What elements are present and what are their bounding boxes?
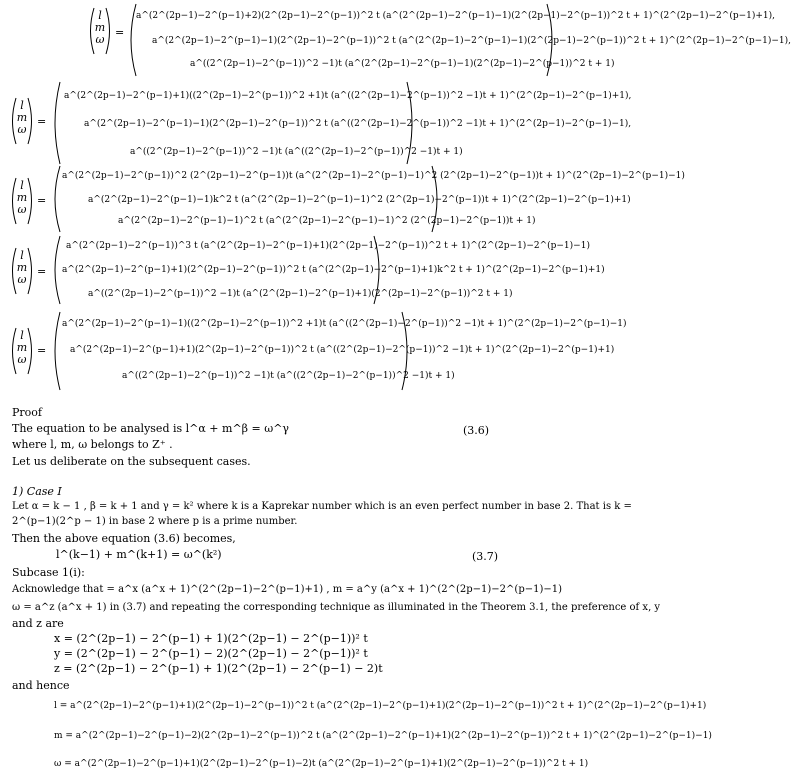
block-2-row-1: a^(2^(2p−1)−2^(p−1)+1)((2^(2p−1)−2^(p−1))^2 +1)t (a^((2^(2p−1)−2^(p−1))^2 −1)t + 1)^(2^(2p−1)−2^(p−1)+1), [64, 91, 632, 101]
case-line-2: 2^(p−1)(2^p − 1) in base 2 where p is a prime number. [12, 516, 298, 527]
equals-sign: = [37, 265, 47, 278]
lhs-vector-5: l m ω [16, 329, 28, 366]
block-3-row-1: a^(2^(2p−1)−2^(p−1))^2 (2^(2p−1)−2^(p−1))t (a^(2^(2p−1)−2^(p−1)−1)^2 (2^(2p−1)−2^(p−1))t + 1)^(2^(2p−1)−2^(p−1)−1) [62, 171, 685, 181]
lhs-vector-1: l m ω [94, 9, 106, 46]
right-paren-large [405, 80, 417, 166]
omega-line: ω = a^z (a^x + 1) in (3.7) and repeating the corresponding technique as illuminated in the Theorem 3.1, the preference of x, y [12, 602, 661, 613]
equals-sign: = [37, 344, 47, 357]
equals-sign: = [37, 115, 47, 128]
then-line: Then the above equation (3.6) becomes, [12, 532, 236, 545]
equation-intro: The equation to be analysed is l^α + m^β = ω^γ [12, 422, 289, 435]
right-paren-large [430, 164, 442, 234]
where-line: where l, m, ω belongs to Z⁺ . [12, 438, 173, 451]
lhs-vector-3: l m ω [16, 179, 28, 216]
lhs-vector-2: l m ω [16, 99, 28, 136]
block-4-row-1: a^(2^(2p−1)−2^(p−1))^3 t (a^(2^(2p−1)−2^(p−1)+1)(2^(2p−1)−2^(p−1))^2 t + 1)^(2^(2p−1)−2^(p−1)−1) [66, 241, 590, 251]
m-final-equation: m = a^(2^(2p−1)−2^(p−1)−2)(2^(2p−1)−2^(p−1))^2 t (a^(2^(2p−1)−2^(p−1)+1)(2^(2p−1)−2^(p−1))^2 t + 1)^(2^(2p−1)−2^(p−1)−1) [54, 731, 712, 741]
left-paren-large [50, 164, 62, 234]
left-paren-large [50, 80, 62, 166]
right-paren-large [372, 234, 384, 306]
subcase-label: Subcase 1(i): [12, 566, 85, 579]
case-heading: 1) Case I [12, 485, 62, 498]
equals-sign: = [115, 26, 125, 39]
block-3-row-2: a^(2^(2p−1)−2^(p−1)−1)k^2 t (a^(2^(2p−1)−2^(p−1)−1)^2 (2^(2p−1)−2^(p−1))t + 1)^(2^(2p−1)−2^(p−1)+1) [88, 195, 631, 205]
and-z-line: and z are [12, 617, 64, 630]
right-paren-small [26, 96, 36, 146]
right-paren-small [104, 6, 114, 56]
block-5-row-3: a^((2^(2p−1)−2^(p−1))^2 −1)t (a^((2^(2p−1)−2^(p−1))^2 −1)t + 1) [122, 371, 455, 381]
right-paren-large [545, 2, 557, 78]
block-5-row-1: a^(2^(2p−1)−2^(p−1)−1)((2^(2p−1)−2^(p−1))^2 +1)t (a^((2^(2p−1)−2^(p−1))^2 −1)t + 1)^(2^(2p−1)−2^(p−1)−1) [62, 319, 627, 329]
block-1-row-1: a^(2^(2p−1)−2^(p−1)+2)(2^(2p−1)−2^(p−1))^2 t (a^(2^(2p−1)−2^(p−1)−1)(2^(2p−1)−2^(p−1))^2 t + 1)^(2^(2p−1)−2^(p−1)+1), [136, 11, 776, 21]
right-paren-small [26, 246, 36, 296]
block-1-row-2: a^(2^(2p−1)−2^(p−1)−1)(2^(2p−1)−2^(p−1))^2 t (a^(2^(2p−1)−2^(p−1)−1)(2^(2p−1)−2^(p−1))^2 t + 1)^(2^(2p−1)−2^(p−1)−1), [152, 36, 791, 46]
acknowledge-line: Acknowledge that = a^x (a^x + 1)^(2^(2p−1)−2^(p−1)+1) , m = a^y (a^x + 1)^(2^(2p−1)−2^(p−1)−1) [12, 584, 563, 595]
block-3-row-3: a^(2^(2p−1)−2^(p−1)−1)^2 t (a^(2^(2p−1)−2^(p−1)−1)^2 (2^(2p−1)−2^(p−1))t + 1) [118, 216, 536, 226]
block-2-row-2: a^(2^(2p−1)−2^(p−1)−1)(2^(2p−1)−2^(p−1))^2 t (a^((2^(2p−1)−2^(p−1))^2 −1)t + 1)^(2^(2p−1)−2^(p−1)−1), [84, 119, 632, 129]
equation-37: l^(k−1) + m^(k+1) = ω^(k²) [56, 548, 222, 561]
block-4-row-3: a^((2^(2p−1)−2^(p−1))^2 −1)t (a^(2^(2p−1)−2^(p−1)+1)(2^(2p−1)−2^(p−1))^2 t + 1) [88, 289, 513, 299]
right-paren-small [26, 326, 36, 376]
omega-final-equation: ω = a^(2^(2p−1)−2^(p−1)+1)(2^(2p−1)−2^(p−1)−2)t (a^(2^(2p−1)−2^(p−1)+1)(2^(2p−1)−2^(p−1))^2 t + 1) [54, 759, 589, 769]
right-paren-small [26, 176, 36, 226]
l-final-equation: l = a^(2^(2p−1)−2^(p−1)+1)(2^(2p−1)−2^(p−1))^2 t (a^(2^(2p−1)−2^(p−1)+1)(2^(2p−1)−2^(p−1))^2 t + 1)^(2^(2p−1)−2^(p−1)+1) [54, 701, 707, 711]
block-2-row-3: a^((2^(2p−1)−2^(p−1))^2 −1)t (a^((2^(2p−1)−2^(p−1))^2 −1)t + 1) [130, 147, 463, 157]
y-equation: y = (2^(2p−1) − 2^(p−1) − 2)(2^(2p−1) − 2^(p−1))² t [54, 647, 368, 660]
proof-label: Proof [12, 406, 42, 419]
block-4-row-2: a^(2^(2p−1)−2^(p−1)+1)(2^(2p−1)−2^(p−1))^2 t (a^(2^(2p−1)−2^(p−1)+1)k^2 t + 1)^(2^(2p−1)−2^(p−1)+1) [62, 265, 605, 275]
case-line-1: Let α = k − 1 , β = k + 1 and γ = k² where k is a Kaprekar number which is an even perfect number in base 2. That is k = [12, 501, 632, 512]
deliberate-line: Let us deliberate on the subsequent cases. [12, 455, 251, 468]
block-5-row-2: a^(2^(2p−1)−2^(p−1)+1)(2^(2p−1)−2^(p−1))^2 t (a^((2^(2p−1)−2^(p−1))^2 −1)t + 1)^(2^(2p−1)−2^(p−1)+1) [70, 345, 615, 355]
right-paren-large [400, 310, 412, 392]
and-hence-line: and hence [12, 679, 70, 692]
left-paren-large [50, 310, 62, 392]
z-equation: z = (2^(2p−1) − 2^(p−1) + 1)(2^(2p−1) − 2^(p−1) − 2)t [54, 662, 383, 675]
equation-number-37: (3.7) [472, 550, 499, 563]
x-equation: x = (2^(2p−1) − 2^(p−1) + 1)(2^(2p−1) − 2^(p−1))² t [54, 632, 368, 645]
left-paren-large [50, 234, 62, 306]
lhs-vector-4: l m ω [16, 249, 28, 286]
block-1-row-3: a^((2^(2p−1)−2^(p−1))^2 −1)t (a^(2^(2p−1)−2^(p−1)−1)(2^(2p−1)−2^(p−1))^2 t + 1) [190, 59, 615, 69]
equation-number-36: (3.6) [463, 424, 490, 437]
equals-sign: = [37, 194, 47, 207]
